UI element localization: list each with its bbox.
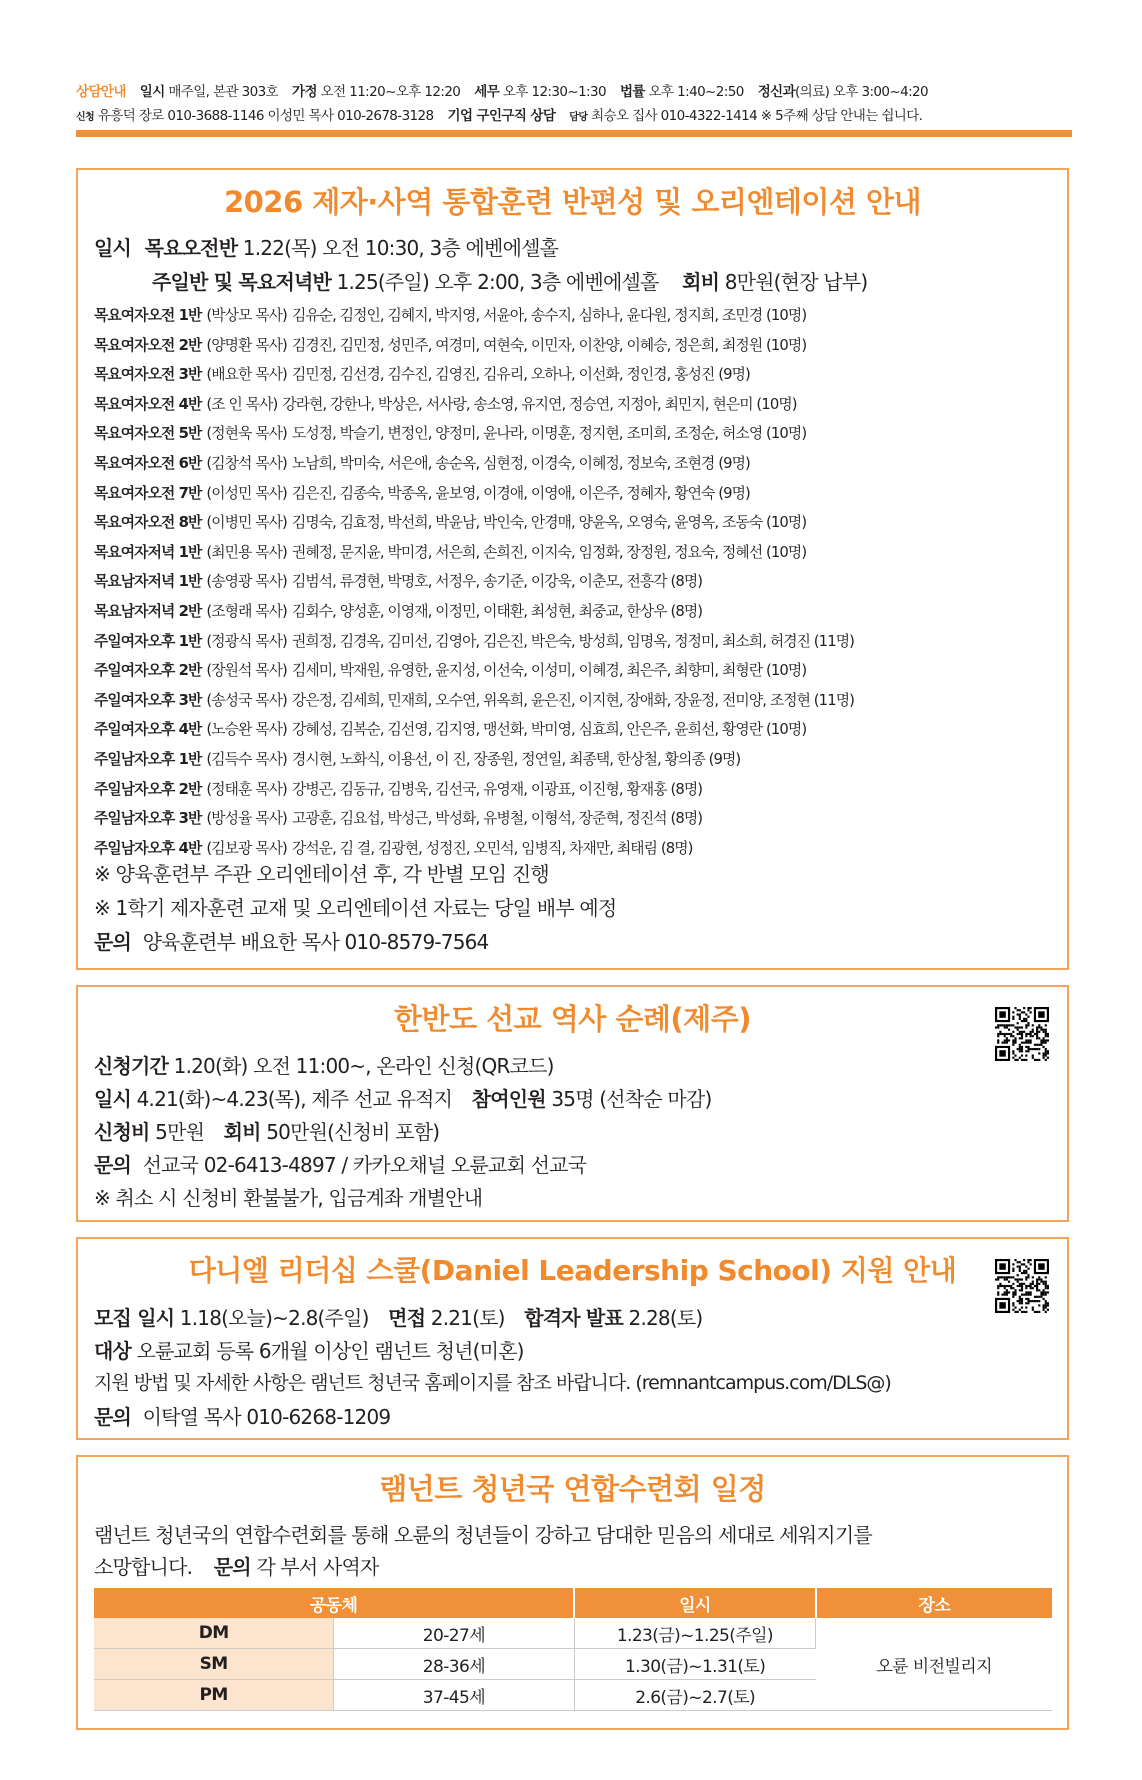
pilgrimage-date xyxy=(94,1083,711,1112)
class-name: 주일여자오후 2반 xyxy=(94,662,202,680)
date-cell: 1.23(금)~1.25(주일) xyxy=(574,1618,816,1649)
dues-label: 회비 xyxy=(223,1120,261,1144)
pilgrimage-section xyxy=(76,985,1069,1222)
class-pastor: (노승완 목사) xyxy=(206,721,287,739)
dls-section xyxy=(76,1237,1069,1440)
target-label: 대상 xyxy=(94,1339,132,1363)
class-pastor: (이성민 목사) xyxy=(206,484,287,502)
class-members: 김은진, 김종숙, 박종옥, 윤보영, 이경애, 이영애, 이은주, 정혜자, 황연숙 (9명) xyxy=(291,484,750,502)
header-segment: 최승오 집사 010-4322-1414 ※ 5주째 상담 안내는 쉽니다. xyxy=(587,108,923,124)
pilgrimage-fee xyxy=(94,1116,439,1145)
class-members: 김유순, 김정인, 김혜지, 박지영, 서윤아, 송수지, 심하나, 윤다원, 정지희, 조민경 (10명) xyxy=(291,307,807,324)
class-name: 목요여자오전 3반 xyxy=(94,366,202,384)
schedule-sunday xyxy=(152,266,867,295)
col-header-community: 공동체 xyxy=(94,1588,574,1618)
class-name: 목요남자저녁 2반 xyxy=(94,603,202,620)
consultation-line-1 xyxy=(76,80,1072,104)
header-segment: 매주일, 본관 303호 xyxy=(164,84,279,100)
age-cell: 28-36세 xyxy=(334,1649,574,1680)
class-pastor: (최민용 목사) xyxy=(206,543,287,561)
class-name: 목요여자오전 4반 xyxy=(94,395,202,413)
class-row xyxy=(94,452,750,473)
contact-label: 문의 xyxy=(94,930,132,954)
class-name: 목요여자오전 8반 xyxy=(94,514,202,532)
training-title: 2026 제자·사역 통합훈련 반편성 및 오리엔테이션 안내 xyxy=(223,185,922,219)
class-members: 고광훈, 김요섭, 박성근, 박성화, 유병철, 이형석, 장준혁, 정진석 (8명) xyxy=(291,810,703,828)
class-name: 주일남자오후 1반 xyxy=(94,751,202,768)
class-row xyxy=(94,422,806,443)
pilgrimage-contact xyxy=(94,1149,586,1178)
people-label: 참여인원 xyxy=(471,1087,546,1111)
contact-value: 양육훈련부 배요한 목사 010-8579-7564 xyxy=(137,930,489,954)
class-pastor: (이병민 목사) xyxy=(206,514,287,532)
class-row xyxy=(94,837,693,858)
sunday-class-label: 주일반 및 목요저녁반 xyxy=(152,270,332,294)
desc-text: 소망합니다. xyxy=(94,1555,193,1579)
class-name: 목요여자저녁 1반 xyxy=(94,543,202,561)
retreat-title: 램넌트 청년국 연합수련회 일정 xyxy=(379,1472,766,1506)
age-cell: 37-45세 xyxy=(334,1680,574,1711)
recruit-value: 1.18(오늘)~2.8(주일) xyxy=(174,1306,369,1330)
header-segment: 가정 xyxy=(292,84,317,100)
class-members: 김범석, 류경현, 박명호, 서정우, 송기준, 이강욱, 이춘모, 전흥각 (8명) xyxy=(291,573,703,591)
group-cell: SM xyxy=(94,1649,334,1680)
class-name: 주일남자오후 4반 xyxy=(94,839,202,857)
contact-label: 문의 xyxy=(94,1153,132,1177)
schedule-thursday xyxy=(94,232,558,261)
thursday-schedule: 1.22(목) 오전 10:30, 3층 에벤에셀홀 xyxy=(237,236,559,260)
date-label: 일시 xyxy=(94,1087,132,1111)
interview-value: 2.21(토) xyxy=(425,1306,505,1330)
header-segment: 유흥덕 장로 010-3688-1146 이성민 목사 010-2678-3128 xyxy=(94,108,434,124)
class-name: 목요여자오전 7반 xyxy=(94,484,202,502)
pilgrimage-note: ※ 취소 시 신청비 환불불가, 입금계좌 개별안내 xyxy=(94,1186,483,1210)
class-row xyxy=(94,659,806,680)
note-materials: ※ 1학기 제자훈련 교재 및 오리엔테이션 자료는 당일 배부 예정 xyxy=(94,896,617,920)
header-segment: 정신과 xyxy=(757,84,796,100)
header-segment: 오전 11:20~오후 12:20 xyxy=(316,84,461,100)
qr-code-icon[interactable] xyxy=(995,1259,1049,1313)
class-members: 강병곤, 김동규, 김병욱, 김선국, 유영재, 이광표, 이진형, 황재홍 (8명) xyxy=(291,780,703,798)
contact-value: 이탁열 목사 010-6268-1209 xyxy=(137,1405,391,1429)
fee-label: 회비 xyxy=(682,270,720,294)
date-cell: 2.6(금)~2.7(토) xyxy=(574,1680,816,1711)
class-pastor: (방성율 목사) xyxy=(206,810,287,828)
class-members: 김경진, 김민정, 성민주, 여경미, 여현숙, 이민자, 이찬양, 이혜승, 정은희, 최정원 (10명) xyxy=(291,336,807,354)
header-segment: 오후 1:40~2:50 xyxy=(644,84,744,100)
date-value: 4.21(화)~4.23(목), 제주 선교 유적지 xyxy=(131,1087,453,1111)
class-row xyxy=(94,807,702,828)
class-row xyxy=(94,511,806,532)
class-name: 주일여자오후 3반 xyxy=(94,691,202,709)
dls-contact xyxy=(94,1401,390,1430)
class-pastor: (정광식 목사) xyxy=(206,632,287,650)
class-row xyxy=(94,570,702,591)
pilgrimage-period xyxy=(94,1050,554,1079)
class-name: 목요여자오전 5반 xyxy=(94,425,202,443)
dls-target xyxy=(94,1335,524,1364)
class-row xyxy=(94,778,702,799)
class-members: 권희정, 김경옥, 김미선, 김영아, 김은진, 박은숙, 방성희, 임명옥, 정정미, 최소희, 허경진 (11명) xyxy=(291,632,854,650)
retreat-desc-2 xyxy=(94,1551,379,1580)
class-name: 목요여자오전 6반 xyxy=(94,455,202,472)
col-header-date: 일시 xyxy=(574,1588,816,1618)
header-segment: 기업 구인구직 상담 xyxy=(447,108,556,124)
group-cell: PM xyxy=(94,1680,334,1711)
class-members: 강라현, 강한나, 박상은, 서사랑, 송소영, 유지연, 정승연, 지정아, 최민지, 현은미 (10명) xyxy=(282,395,797,413)
training-contact xyxy=(94,926,488,955)
pilgrimage-title: 한반도 선교 역사 순례(제주) xyxy=(394,1002,751,1036)
header-segment: 법률 xyxy=(619,84,645,100)
class-name: 주일남자오후 2반 xyxy=(94,780,202,798)
class-pastor: (송성국 목사) xyxy=(206,691,287,709)
col-header-place: 장소 xyxy=(816,1588,1052,1618)
header-segment: 일시 xyxy=(139,84,165,100)
class-pastor: (양명환 목사) xyxy=(206,336,287,354)
dls-schedule xyxy=(94,1302,702,1331)
class-row xyxy=(94,541,806,562)
dls-method: 지원 방법 및 자세한 사항은 램넌트 청년국 홈페이지를 참조 바랍니다. (remnantcampus.com/DLS@) xyxy=(94,1372,891,1394)
result-value: 2.28(토) xyxy=(622,1306,703,1330)
class-members: 강혜성, 김복순, 김선영, 김지영, 맹선화, 박미영, 심효희, 안은주, 윤희선, 황영란 (10명) xyxy=(291,721,807,739)
class-pastor: (김득수 목사) xyxy=(206,751,287,768)
class-name: 목요여자오전 2반 xyxy=(94,336,202,354)
class-members: 강은정, 김세희, 민재희, 오수연, 위옥희, 윤은진, 이지현, 장애화, 장윤정, 전미양, 조정현 (11명) xyxy=(291,691,854,709)
class-pastor: (장원석 목사) xyxy=(206,662,287,680)
header-segment: 세무 xyxy=(474,84,500,100)
class-pastor: (조형래 목사) xyxy=(206,603,287,620)
class-row xyxy=(94,334,806,355)
class-members: 김민정, 김선경, 김수진, 김영진, 김유리, 오하나, 이선화, 정인경, 홍성진 (9명) xyxy=(291,366,750,384)
period-label: 신청기간 xyxy=(94,1054,169,1078)
class-row xyxy=(94,600,702,621)
class-name: 주일여자오후 1반 xyxy=(94,632,202,650)
header-segment: 상담안내 xyxy=(76,84,126,100)
class-name: 목요여자오전 1반 xyxy=(94,307,202,324)
class-members: 김회수, 양성훈, 이영재, 이정민, 이태환, 최성현, 최중교, 한상우 (8명) xyxy=(291,603,703,620)
contact-value: 각 부서 사역자 xyxy=(250,1555,379,1579)
group-cell: DM xyxy=(94,1618,334,1649)
interview-label: 면접 xyxy=(388,1306,426,1330)
header-segment: 오후 12:30~1:30 xyxy=(499,84,606,100)
class-name: 목요남자저녁 1반 xyxy=(94,573,202,591)
consultation-info xyxy=(76,80,1072,130)
class-row xyxy=(94,689,854,710)
schedule-label: 일시 xyxy=(94,236,132,260)
header-segment: (의료) 오후 3:00~4:20 xyxy=(795,84,929,100)
header-segment: 담당 xyxy=(569,112,588,123)
class-row xyxy=(94,393,797,414)
class-row xyxy=(94,363,750,384)
retreat-table xyxy=(94,1588,1052,1711)
class-row xyxy=(94,718,806,739)
qr-code-icon[interactable] xyxy=(995,1007,1049,1061)
class-pastor: (조 인 목사) xyxy=(206,395,278,413)
class-name: 주일여자오후 4반 xyxy=(94,721,202,739)
class-row xyxy=(94,748,740,769)
target-value: 오륜교회 등록 6개월 이상인 램넌트 청년(미혼) xyxy=(131,1339,524,1363)
period-value: 1.20(화) 오전 11:00~, 온라인 신청(QR코드) xyxy=(168,1054,554,1078)
fee-label: 신청비 xyxy=(94,1120,150,1144)
class-members: 김세미, 박재원, 유영한, 윤지성, 이선숙, 이성미, 이혜경, 최은주, 최향미, 최형란 (10명) xyxy=(291,662,807,680)
table-row xyxy=(94,1618,1052,1649)
header-divider xyxy=(76,130,1072,137)
class-pastor: (송영광 목사) xyxy=(206,573,287,591)
class-pastor: (배요한 목사) xyxy=(206,366,287,384)
class-members: 도성정, 박슬기, 변정인, 양정미, 윤나라, 이명훈, 정지현, 조미희, 조정순, 허소영 (10명) xyxy=(291,425,807,443)
contact-label: 문의 xyxy=(213,1555,251,1579)
class-pastor: (정현욱 목사) xyxy=(206,425,287,443)
thursday-class-label: 목요오전반 xyxy=(144,236,238,260)
date-cell: 1.30(금)~1.31(토) xyxy=(574,1649,816,1680)
class-members: 경시현, 노화식, 이용선, 이 진, 장종원, 정연일, 최종택, 한상철, 황의종 (9명) xyxy=(291,751,741,768)
people-value: 35명 (선착순 마감) xyxy=(545,1087,712,1111)
recruit-label: 모집 일시 xyxy=(94,1306,175,1330)
class-members: 강석운, 김 결, 김광현, 성정진, 오민석, 임병직, 차재만, 최태림 (8명) xyxy=(291,839,693,857)
place-cell: 오륜 비전빌리지 xyxy=(816,1618,1052,1711)
class-row xyxy=(94,630,854,651)
class-members: 노남희, 박미숙, 서은애, 송순옥, 심현정, 이경숙, 이혜정, 정보숙, 조현경 (9명) xyxy=(291,455,750,472)
dues-value: 50만원(신청비 포함) xyxy=(260,1120,440,1144)
class-pastor: (김보광 목사) xyxy=(206,839,287,857)
retreat-desc-1: 램넌트 청년국의 연합수련회를 통해 오륜의 청년들이 강하고 담대한 믿음의 세대로 세워지기를 xyxy=(94,1523,872,1547)
class-pastor: (박상모 목사) xyxy=(206,307,287,324)
class-name: 주일남자오후 3반 xyxy=(94,810,202,828)
class-row xyxy=(94,304,806,325)
consultation-line-2 xyxy=(76,104,1072,130)
class-row xyxy=(94,482,750,503)
class-members: 권혜정, 문지윤, 박미경, 서은희, 손희진, 이지숙, 임정화, 장정원, 정요숙, 정혜선 (10명) xyxy=(291,543,807,561)
retreat-section xyxy=(76,1455,1069,1730)
fee-value: 8만원(현장 납부) xyxy=(719,270,868,294)
class-members: 김명숙, 김효정, 박선희, 박윤남, 박인숙, 안경매, 양윤옥, 오영숙, 윤영옥, 조동숙 (10명) xyxy=(291,514,807,532)
result-label: 합격자 발표 xyxy=(524,1306,623,1330)
dls-title: 다니엘 리더십 스쿨(Daniel Leadership School) 지원 안내 xyxy=(188,1254,957,1287)
class-pastor: (김창석 목사) xyxy=(206,455,287,472)
sunday-schedule: 1.25(주일) 오후 2:00, 3층 에벤에셀홀 xyxy=(331,270,659,294)
contact-label: 문의 xyxy=(94,1405,132,1429)
header-segment: 신청 xyxy=(76,112,95,123)
contact-value: 선교국 02-6413-4897 / 카카오채널 오륜교회 선교국 xyxy=(137,1153,587,1177)
training-section xyxy=(76,168,1069,970)
fee-value: 5만원 xyxy=(149,1120,205,1144)
class-pastor: (정태훈 목사) xyxy=(206,780,287,798)
age-cell: 20-27세 xyxy=(334,1618,574,1649)
note-orientation: ※ 양육훈련부 주관 오리엔테이션 후, 각 반별 모임 진행 xyxy=(94,862,549,886)
